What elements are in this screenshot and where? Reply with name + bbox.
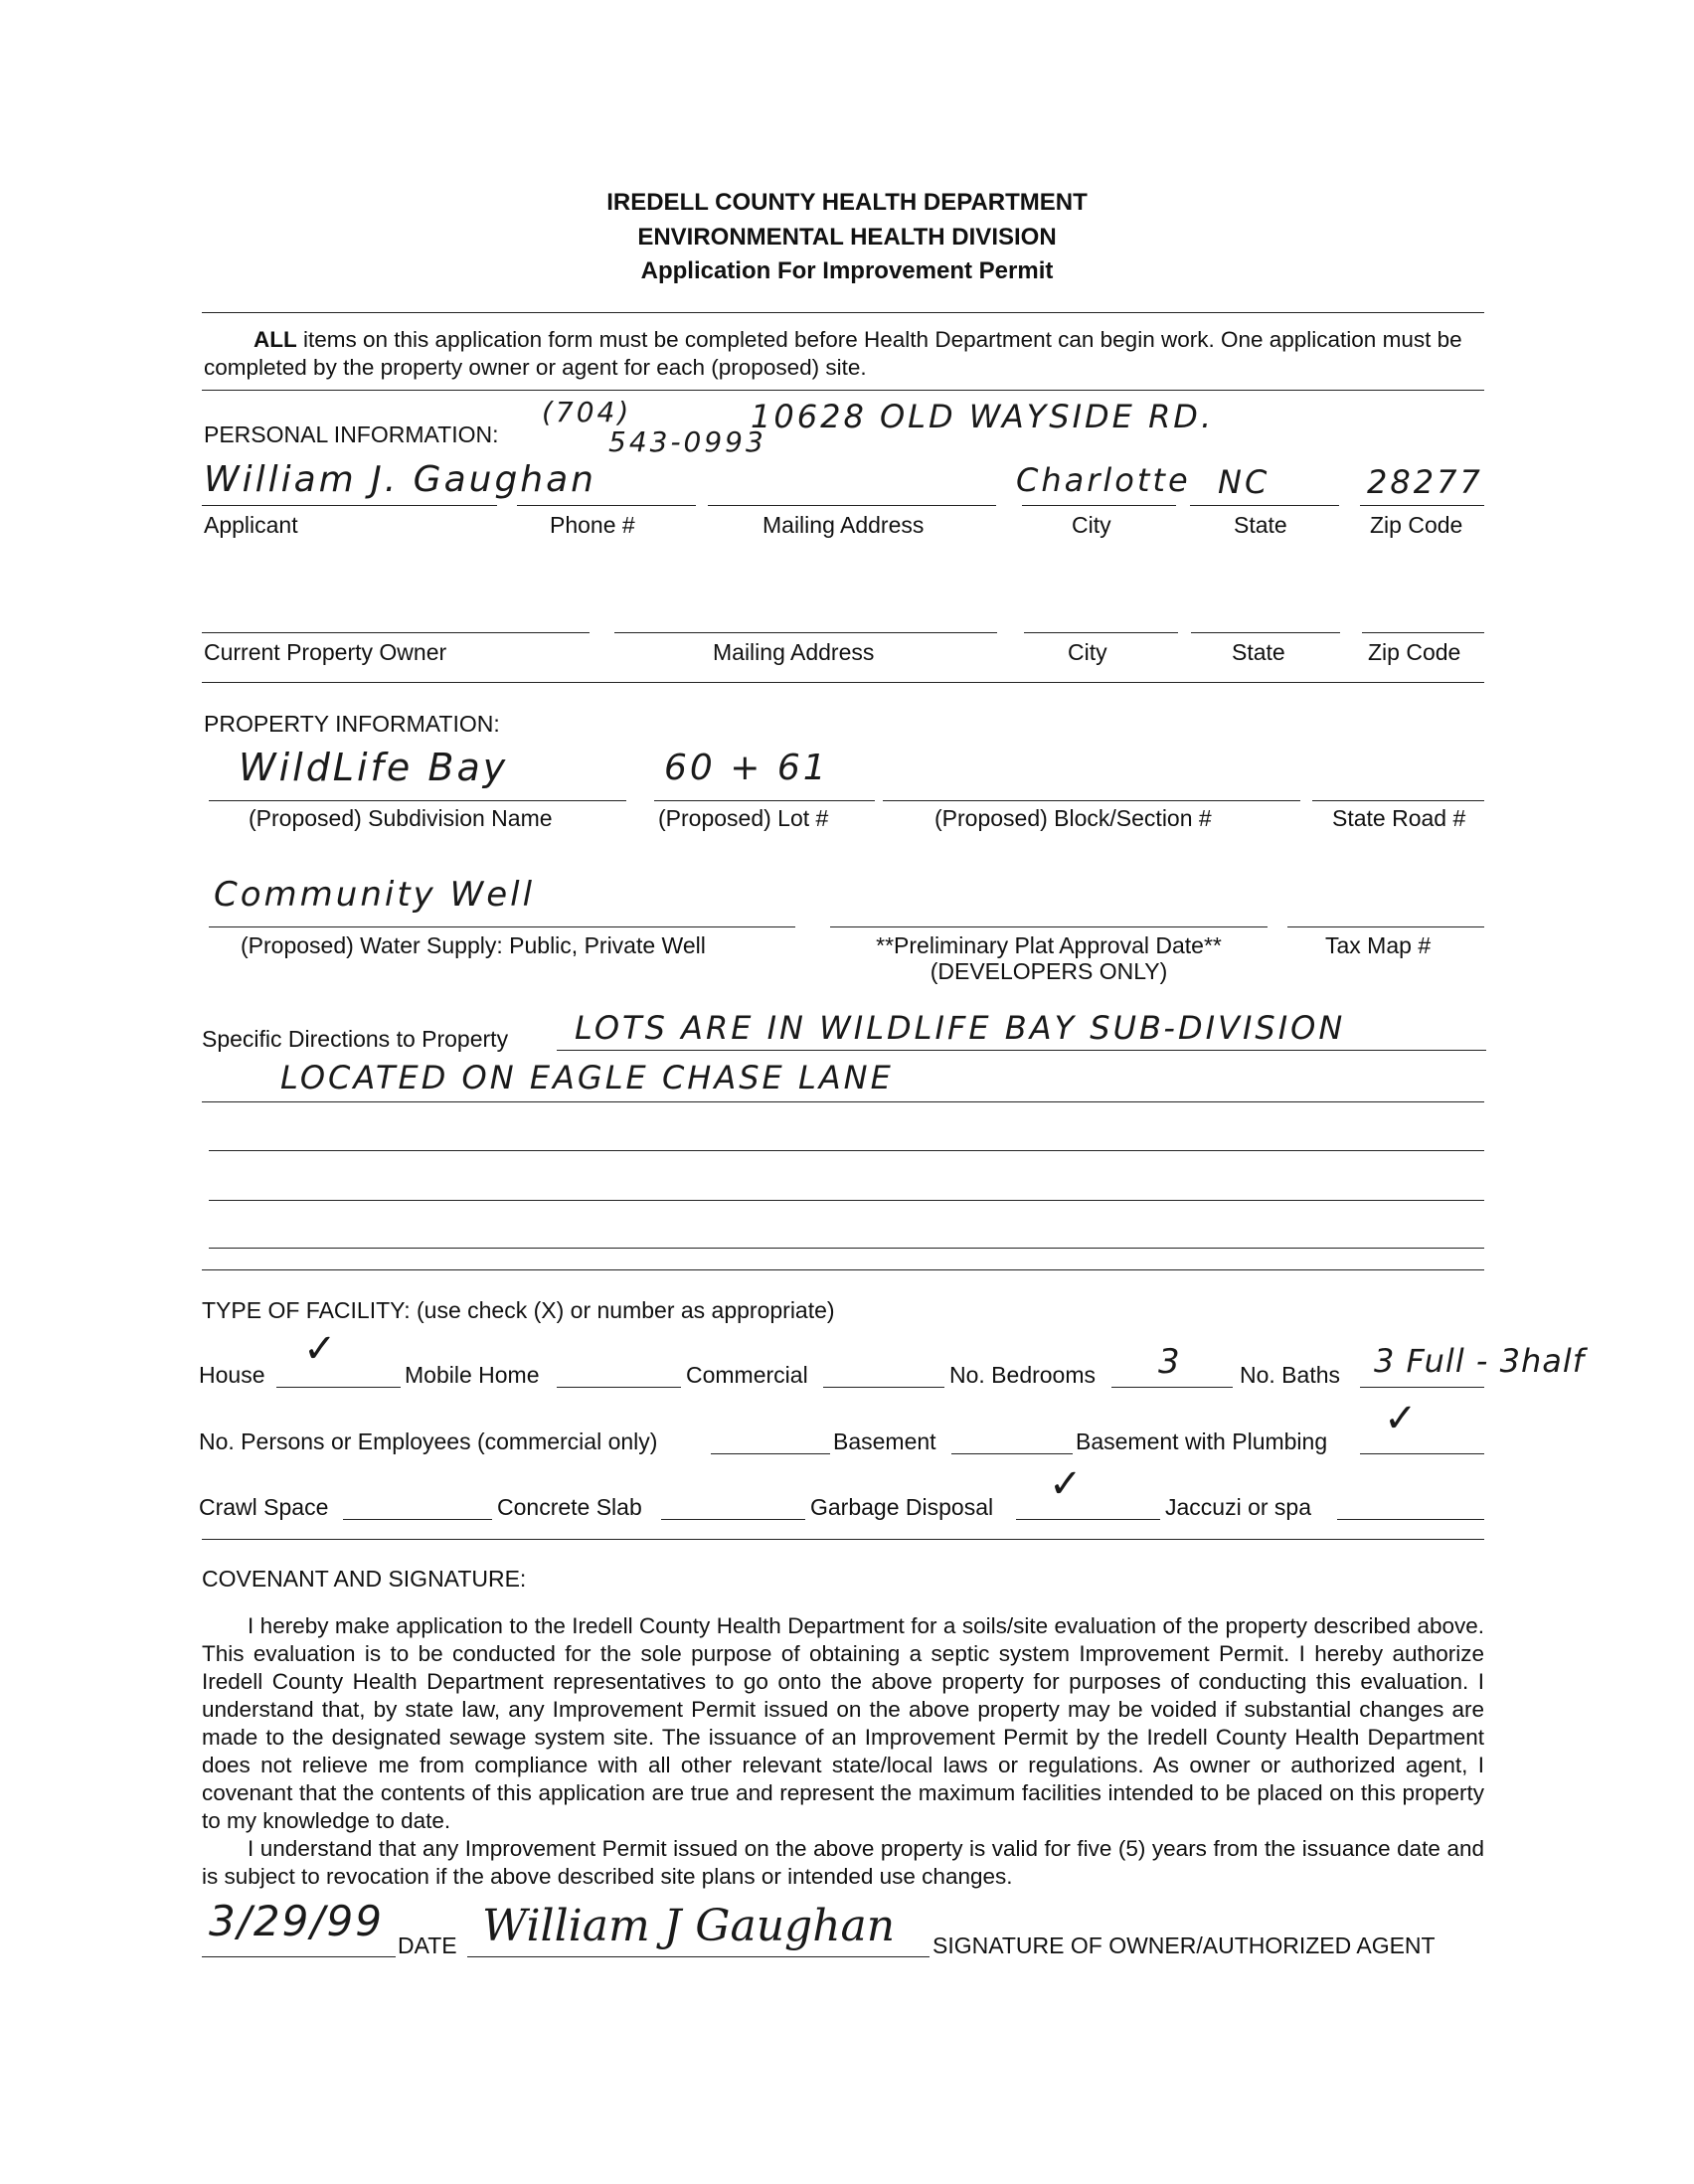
divider bbox=[202, 312, 1484, 313]
directions-line-2 bbox=[202, 1101, 1484, 1102]
concrete-slab-line bbox=[661, 1519, 805, 1520]
garbage-disposal-label: Garbage Disposal bbox=[810, 1494, 994, 1520]
persons-label: No. Persons or Employees (commercial only) bbox=[199, 1428, 658, 1454]
lot-line bbox=[654, 800, 875, 801]
crawl-space-line bbox=[343, 1519, 492, 1520]
lot-label: (Proposed) Lot # bbox=[658, 805, 829, 831]
owner-zip-label: Zip Code bbox=[1368, 639, 1461, 665]
city-field[interactable]: Charlotte bbox=[1016, 461, 1191, 499]
house-line bbox=[276, 1387, 401, 1388]
tax-map-label: Tax Map # bbox=[1325, 932, 1432, 958]
road-line bbox=[1312, 800, 1484, 801]
block-line bbox=[883, 800, 1300, 801]
owner-line bbox=[202, 632, 590, 633]
developers-only-label: (DEVELOPERS ONLY) bbox=[930, 958, 1168, 984]
phone-label: Phone # bbox=[550, 512, 635, 538]
applicant-label: Applicant bbox=[204, 512, 298, 538]
jacuzzi-label: Jaccuzi or spa bbox=[1165, 1494, 1312, 1520]
state-label: State bbox=[1234, 512, 1287, 538]
basement-line bbox=[951, 1453, 1073, 1454]
basement-plumbing-line bbox=[1360, 1453, 1484, 1454]
applicant-name-field[interactable]: William J. Gaughan bbox=[204, 459, 596, 500]
divider bbox=[202, 1269, 1484, 1270]
address-line bbox=[708, 505, 996, 506]
baths-line bbox=[1360, 1387, 1484, 1388]
form-title: Application For Improvement Permit bbox=[640, 257, 1054, 284]
department-title: IREDELL COUNTY HEALTH DEPARTMENT bbox=[606, 189, 1088, 216]
baths-label: No. Baths bbox=[1240, 1362, 1340, 1388]
date-field[interactable]: 3/29/99 bbox=[209, 1897, 384, 1945]
garbage-disposal-check[interactable]: ✓ bbox=[1049, 1461, 1086, 1507]
bedrooms-field[interactable]: 3 bbox=[1158, 1342, 1183, 1382]
commercial-line bbox=[823, 1387, 944, 1388]
plat-line bbox=[830, 926, 1268, 927]
water-supply-field[interactable]: Community Well bbox=[214, 875, 536, 915]
directions-field-2[interactable]: LOCATED ON EAGLE CHASE LANE bbox=[280, 1059, 894, 1096]
covenant-heading: COVENANT AND SIGNATURE: bbox=[202, 1566, 527, 1592]
mailing-address-label: Mailing Address bbox=[762, 512, 925, 538]
divider bbox=[202, 682, 1484, 683]
subdivision-name-field[interactable]: WildLife Bay bbox=[239, 746, 509, 789]
water-line bbox=[209, 926, 795, 927]
phone-number-field[interactable]: 543-0993 bbox=[608, 425, 766, 458]
subdivision-line bbox=[209, 800, 626, 801]
phone-line bbox=[517, 505, 696, 506]
directions-line-5 bbox=[209, 1248, 1484, 1249]
instructions-bold: ALL bbox=[254, 327, 297, 352]
zip-field[interactable]: 28277 bbox=[1367, 463, 1483, 501]
basement-label: Basement bbox=[833, 1428, 936, 1454]
house-label: House bbox=[199, 1362, 265, 1388]
covenant-paragraph-2: I understand that any Improvement Permit issued on the above property is valid for five (5) years from the issuance date and is subject to revocation if the above described site plans or intended use changes. bbox=[202, 1836, 1484, 1889]
owner-zip-line bbox=[1362, 632, 1484, 633]
instructions-text: items on this application form must be completed before Health Department can begin work. One application must be completed by the property owner or agent for each (proposed) site. bbox=[204, 327, 1462, 380]
directions-line-4 bbox=[209, 1200, 1484, 1201]
directions-line-1 bbox=[557, 1050, 1486, 1051]
persons-line bbox=[711, 1453, 830, 1454]
city-line bbox=[1022, 505, 1176, 506]
zip-label: Zip Code bbox=[1370, 512, 1463, 538]
city-label: City bbox=[1072, 512, 1111, 538]
jacuzzi-line bbox=[1337, 1519, 1484, 1520]
concrete-slab-label: Concrete Slab bbox=[497, 1494, 642, 1520]
state-line bbox=[1190, 505, 1339, 506]
owner-state-line bbox=[1191, 632, 1340, 633]
garbage-disposal-line bbox=[1016, 1519, 1160, 1520]
applicant-line bbox=[202, 505, 497, 506]
date-line bbox=[202, 1956, 396, 1957]
signature-label: SIGNATURE OF OWNER/AUTHORIZED AGENT bbox=[932, 1932, 1436, 1958]
owner-city-line bbox=[1024, 632, 1178, 633]
state-field[interactable]: NC bbox=[1218, 463, 1270, 501]
signature-field[interactable]: William J Gaughan bbox=[482, 1901, 896, 1951]
directions-field-1[interactable]: LOTS ARE IN WILDLIFE BAY SUB-DIVISION bbox=[575, 1009, 1346, 1047]
commercial-label: Commercial bbox=[686, 1362, 808, 1388]
personal-info-heading: PERSONAL INFORMATION: bbox=[204, 421, 499, 447]
bedrooms-line bbox=[1111, 1387, 1233, 1388]
directions-label: Specific Directions to Property bbox=[202, 1026, 509, 1052]
bedrooms-label: No. Bedrooms bbox=[949, 1362, 1097, 1388]
plat-date-label: **Preliminary Plat Approval Date** bbox=[876, 932, 1222, 958]
state-road-label: State Road # bbox=[1332, 805, 1466, 831]
signature-line bbox=[467, 1956, 930, 1957]
owner-label: Current Property Owner bbox=[204, 639, 447, 665]
water-supply-label: (Proposed) Water Supply: Public, Private Well bbox=[241, 932, 706, 958]
basement-plumbing-check[interactable]: ✓ bbox=[1384, 1396, 1421, 1441]
instructions bbox=[204, 326, 1486, 382]
division-title: ENVIRONMENTAL HEALTH DIVISION bbox=[637, 224, 1057, 251]
owner-address-label: Mailing Address bbox=[713, 639, 875, 665]
property-info-heading: PROPERTY INFORMATION: bbox=[204, 711, 500, 737]
block-label: (Proposed) Block/Section # bbox=[934, 805, 1212, 831]
owner-city-label: City bbox=[1068, 639, 1107, 665]
divider bbox=[202, 390, 1484, 391]
owner-state-label: State bbox=[1232, 639, 1285, 665]
owner-address-line bbox=[614, 632, 997, 633]
zip-line bbox=[1360, 505, 1484, 506]
basement-plumbing-label: Basement with Plumbing bbox=[1076, 1428, 1328, 1454]
directions-line-3 bbox=[209, 1150, 1484, 1151]
mobile-home-line bbox=[557, 1387, 681, 1388]
covenant-text bbox=[202, 1612, 1484, 1891]
mailing-address-field[interactable]: 10628 OLD WAYSIDE RD. bbox=[751, 398, 1215, 435]
house-check[interactable]: ✓ bbox=[303, 1326, 340, 1372]
date-label: DATE bbox=[398, 1932, 457, 1958]
subdivision-label: (Proposed) Subdivision Name bbox=[249, 805, 553, 831]
divider bbox=[202, 1539, 1484, 1540]
phone-area-code-field[interactable]: (704) bbox=[542, 396, 632, 428]
taxmap-line bbox=[1287, 926, 1484, 927]
baths-field[interactable]: 3 Full - 3half bbox=[1374, 1342, 1585, 1380]
lot-number-field[interactable]: 60 + 61 bbox=[664, 748, 829, 788]
crawl-space-label: Crawl Space bbox=[199, 1494, 329, 1520]
facility-heading: TYPE OF FACILITY: (use check (X) or number as appropriate) bbox=[202, 1297, 835, 1323]
mobile-home-label: Mobile Home bbox=[405, 1362, 540, 1388]
covenant-paragraph-1: I hereby make application to the Iredell County Health Department for a soils/site evaluation of the property described above. This evaluation is to be conducted for the sole purpose of obtaining a septic system Improvement Permit. I hereby authorize Iredell County Health Department representatives to go onto the above property for purposes of conducting this evaluation. I understand that, by state law, any Improvement Permit issued on the above property may be voided if substantial changes are made to the designated sewage system site. The issuance of an Improvement Permit by the Iredell County Health Department does not relieve me from compliance with all other relevant state/local laws or regulations. As owner or authorized agent, I covenant that the contents of this application are true and represent the maximum facilities intended to be placed on this property to my knowledge to date. bbox=[202, 1613, 1484, 1833]
